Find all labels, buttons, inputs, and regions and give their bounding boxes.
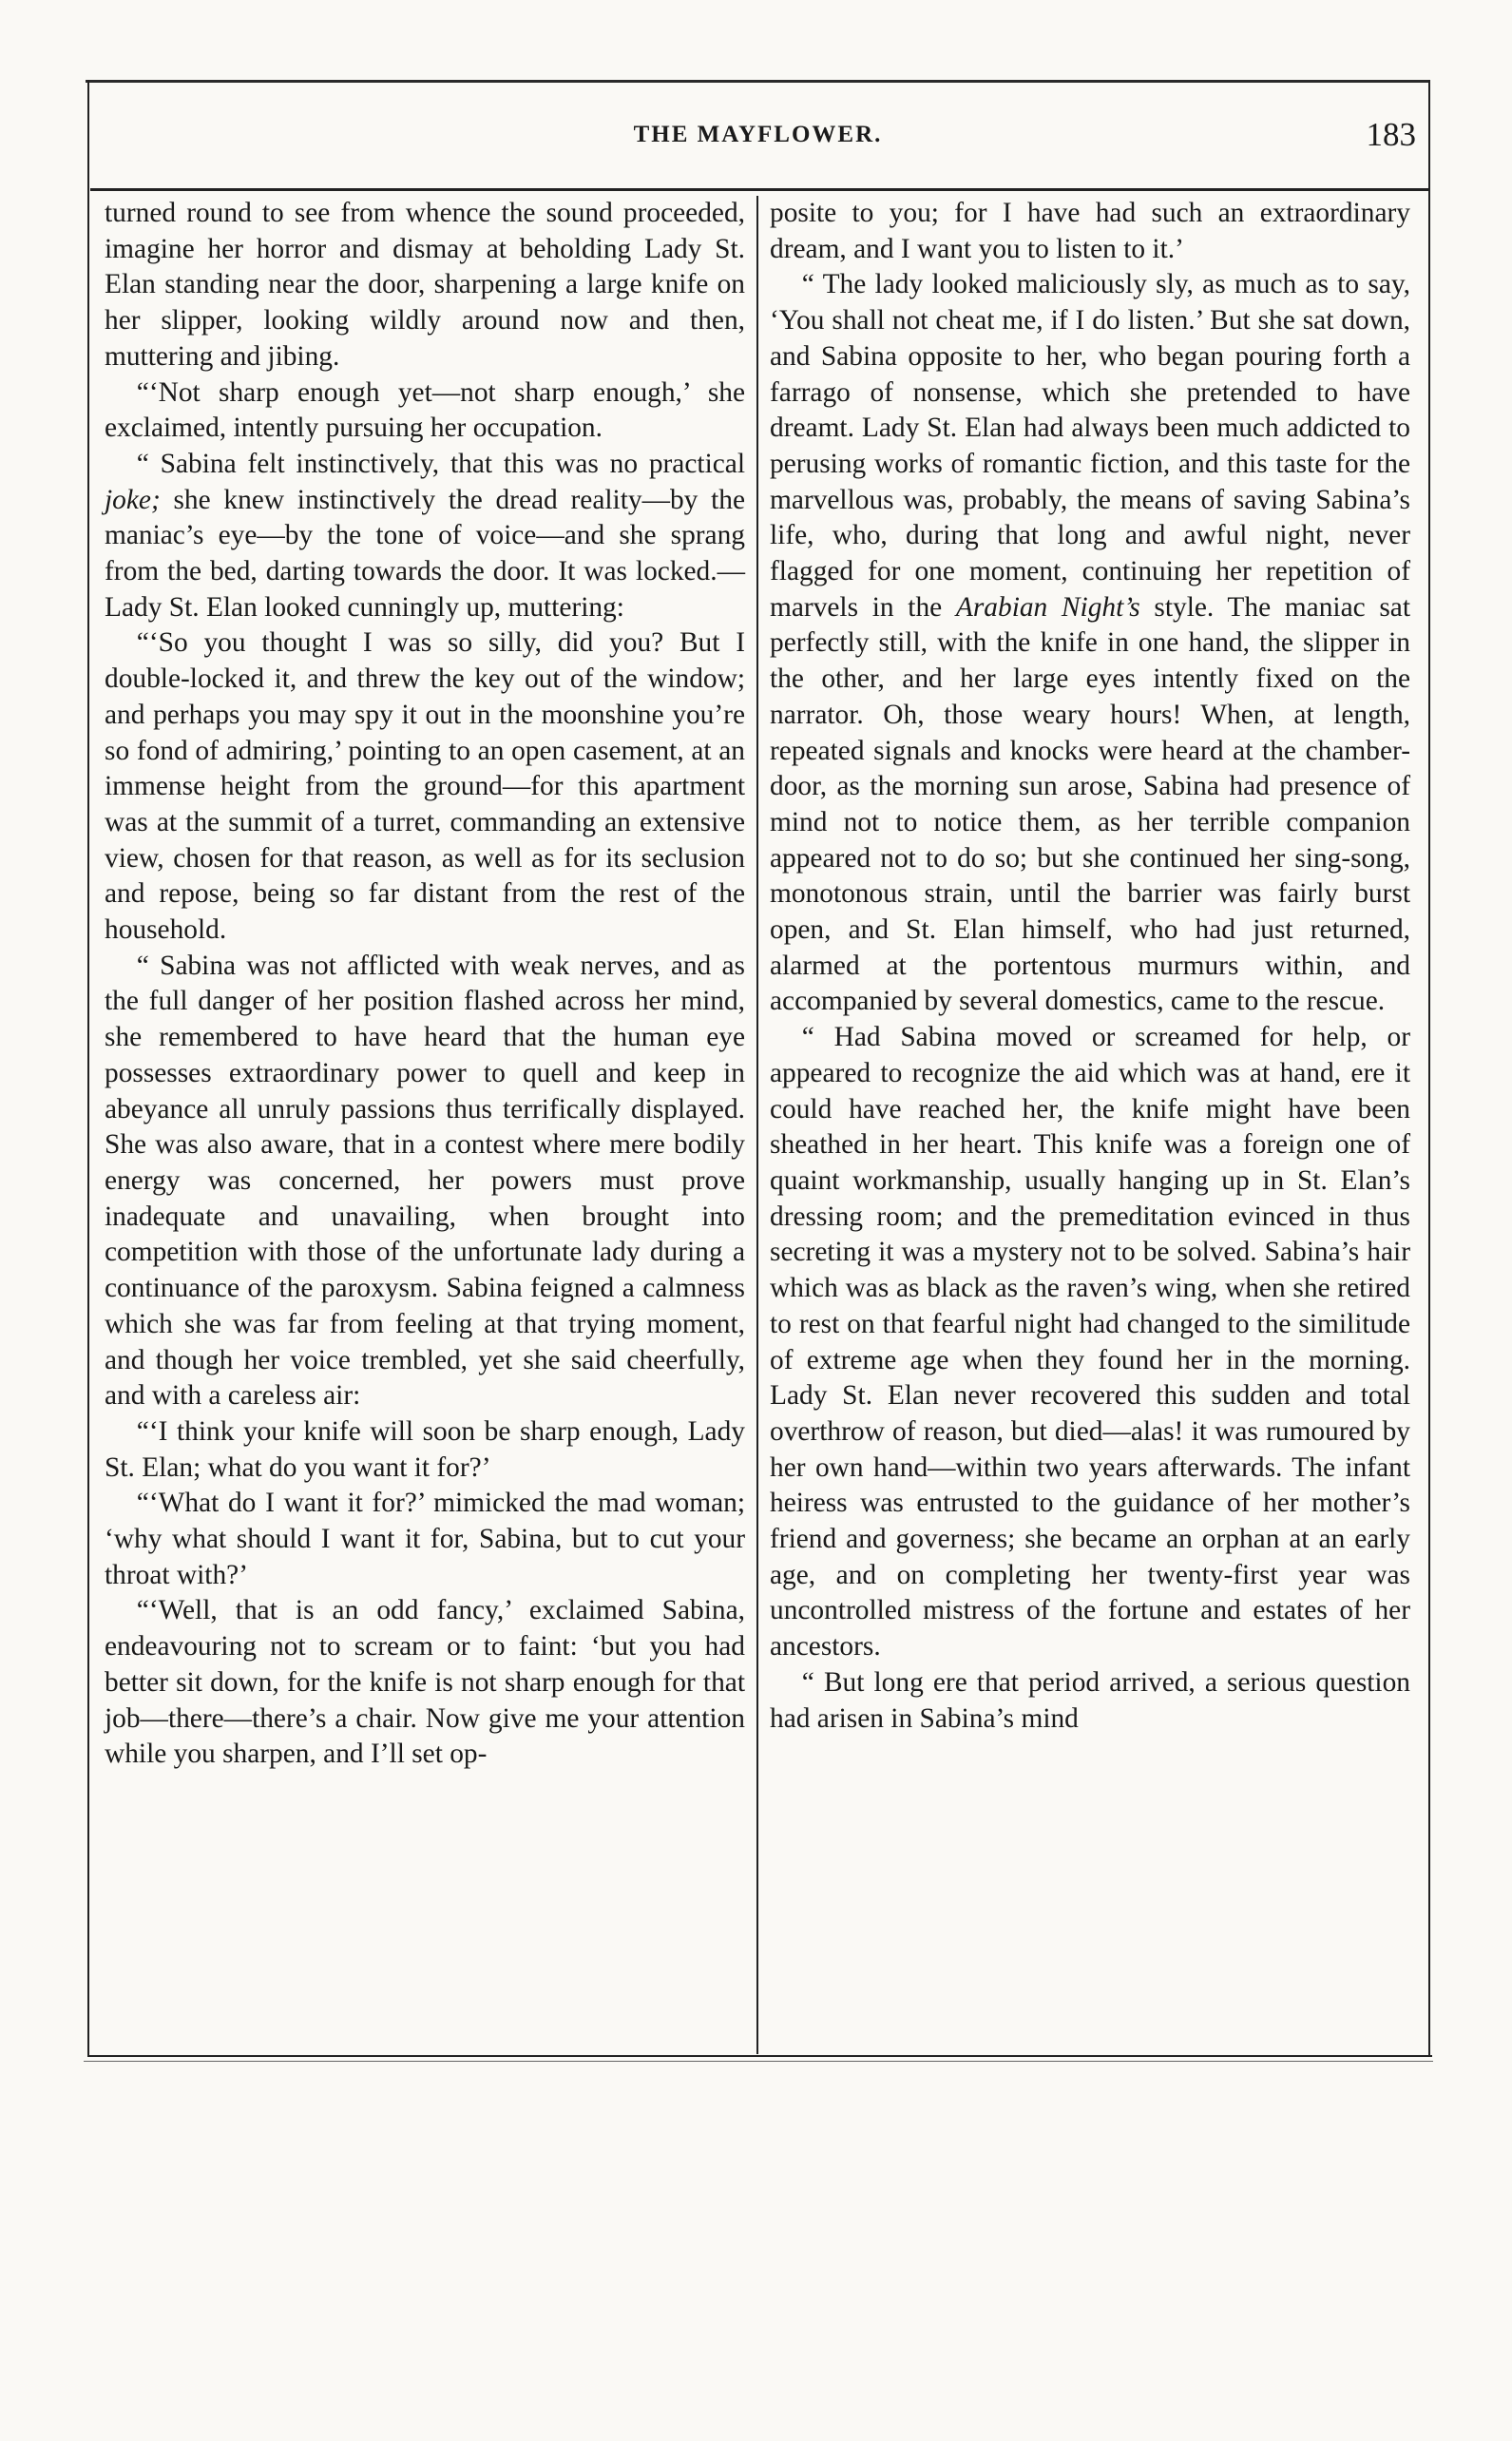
paragraph-text: “ Sabina felt instinctively, that this was no practical xyxy=(136,448,745,479)
paragraph-text: she knew instinctively the dread reality—by the maniac’s eye—by the tone of voice—and she sprang from the bed, darting towards the door. It was locked.— Lady St. Elan looked cunningly up, muttering: xyxy=(105,484,745,623)
page-number: 183 xyxy=(1366,116,1416,153)
paragraph: “‘Well, that is an odd fancy,’ exclaimed Sabina, endeavouring not to scream or to faint: ‘but you had better sit down, for the knife is not sharp enough for that job—there—there’s a chair. Now give me your attention while you sharpen, and I’ll set op- xyxy=(105,1595,745,1770)
paragraph: “ Had Sabina moved or screamed for help, or appeared to recognize the aid which was at hand, ere it could have reached her, the knife might have been sheathed in her heart. This knife was a foreign one of quaint workmanship, usually hanging up in St. Elan’s dressing room; and the premeditation evinced in thus secreting it was a mystery not to be solved. Sabina’s hair which was as black as the raven’s wing, when she retired to rest on that fearful night had changed to the similitude of extreme age when they found her in the morning. Lady St. Elan never recovered this sudden and total overthrow of reason, but died—alas! it was rumoured by her own hand—within two years afterwards. The infant heiress was entrusted to the guidance of her mother’s friend and governess; she became an orphan at an early age, and on completing her twenty-first year was uncontrolled mistress of the fortune and estates of her ancestors. xyxy=(770,1022,1410,1663)
page-header xyxy=(90,116,1426,165)
header-rule xyxy=(90,188,1428,191)
paragraph xyxy=(105,447,745,626)
paragraph: “‘So you thought I was so silly, did you? But I double-locked it, and threw the key out of the window; and perhaps you may spy it out in the moonshine you’re so fond of admiring,’ pointing to an open casement, at an immense height from the ground—for this apartment was at the summit of a turret, commanding an extensive view, chosen for that reason, as well as for its seclusion and repose, being so far distant from the rest of the household. xyxy=(105,627,745,946)
page-border-top xyxy=(86,80,1430,83)
paragraph: “ Sabina was not afflicted with weak nerves, and as the full danger of her position flashed across her mind, she remembered to have heard that the human eye possesses extraordinary power to quell and keep in abeyance all unruly passions thus terrifically displayed. She was also aware, that in a contest where mere bodily energy was concerned, her powers must prove inadequate and unavailing, when brought into competition with those of the unfortunate lady during a continuance of the paroxysm. Sabina feigned a calmness which she was far from feeling at that trying moment, and though her voice trembled, yet she said cheerfully, and with a careless air: xyxy=(105,950,745,1412)
paragraph: posite to you; for I have had such an extraordinary dream, and I want you to listen to it.’ xyxy=(770,198,1410,264)
right-column xyxy=(770,196,1410,1737)
paragraph: turned round to see from whence the sound proceeded, imagine her horror and dismay at beholding Lady St. Elan standing near the door, sharpening a large knife on her slipper, looking wildly around now and then, muttering and jibing. xyxy=(105,198,745,372)
paragraph xyxy=(770,267,1410,1020)
paragraph: “‘I think your knife will soon be sharp enough, Lady St. Elan; what do you want it for?’ xyxy=(105,1415,745,1483)
emphasis-text: joke; xyxy=(105,484,161,515)
emphasis-text: Arabian Night’s xyxy=(955,591,1140,623)
page-border-bottom xyxy=(87,2055,1432,2057)
left-column xyxy=(105,196,745,1773)
column-divider xyxy=(756,196,758,2054)
running-title: THE MAYFLOWER. xyxy=(633,122,883,147)
paragraph-text: style. The maniac sat perfectly still, with the knife in one hand, the slipper in the other, and her large eyes intently fixed on the narrator. Oh, those weary hours! When, at length, repeated signals and knocks were heard at the chamber-door, as the morning sun arose, Sabina had presence of mind not to notice them, as her terrible companion appeared not to do so; but she continued her sing-song, monotonous strain, until the barrier was fairly burst open, and St. Elan himself, who had just returned, alarmed at the portentous murmurs within, and accompanied by several domestics, came to the rescue. xyxy=(770,591,1411,1017)
paragraph: “‘What do I want it for?’ mimicked the mad woman; ‘why what should I want it for, Sabina, but to cut your throat with?’ xyxy=(105,1488,745,1590)
page-border-left xyxy=(87,80,89,2057)
paragraph-text: “ The lady looked maliciously sly, as much as to say, ‘You shall not cheat me, if I do listen.’ But she sat down, and Sabina opposite to her, who began pouring forth a farrago of nonsense, which she pretended to have dreamt. Lady St. Elan had always been much addicted to perusing works of romantic fiction, and this taste for the marvellous was, probably, the means of saving Sabina’s life, who, during that long and awful night, never flagged for one moment, continuing her repetition of marvels in the xyxy=(770,269,1410,623)
paragraph: “ But long ere that period arrived, a serious question had arisen in Sabina’s mind xyxy=(770,1666,1410,1734)
paragraph: “‘Not sharp enough yet—not sharp enough,’ she exclaimed, intently pursuing her occupation. xyxy=(105,376,745,444)
bottom-rule xyxy=(84,2061,1433,2062)
page-border-right xyxy=(1428,80,1430,2057)
